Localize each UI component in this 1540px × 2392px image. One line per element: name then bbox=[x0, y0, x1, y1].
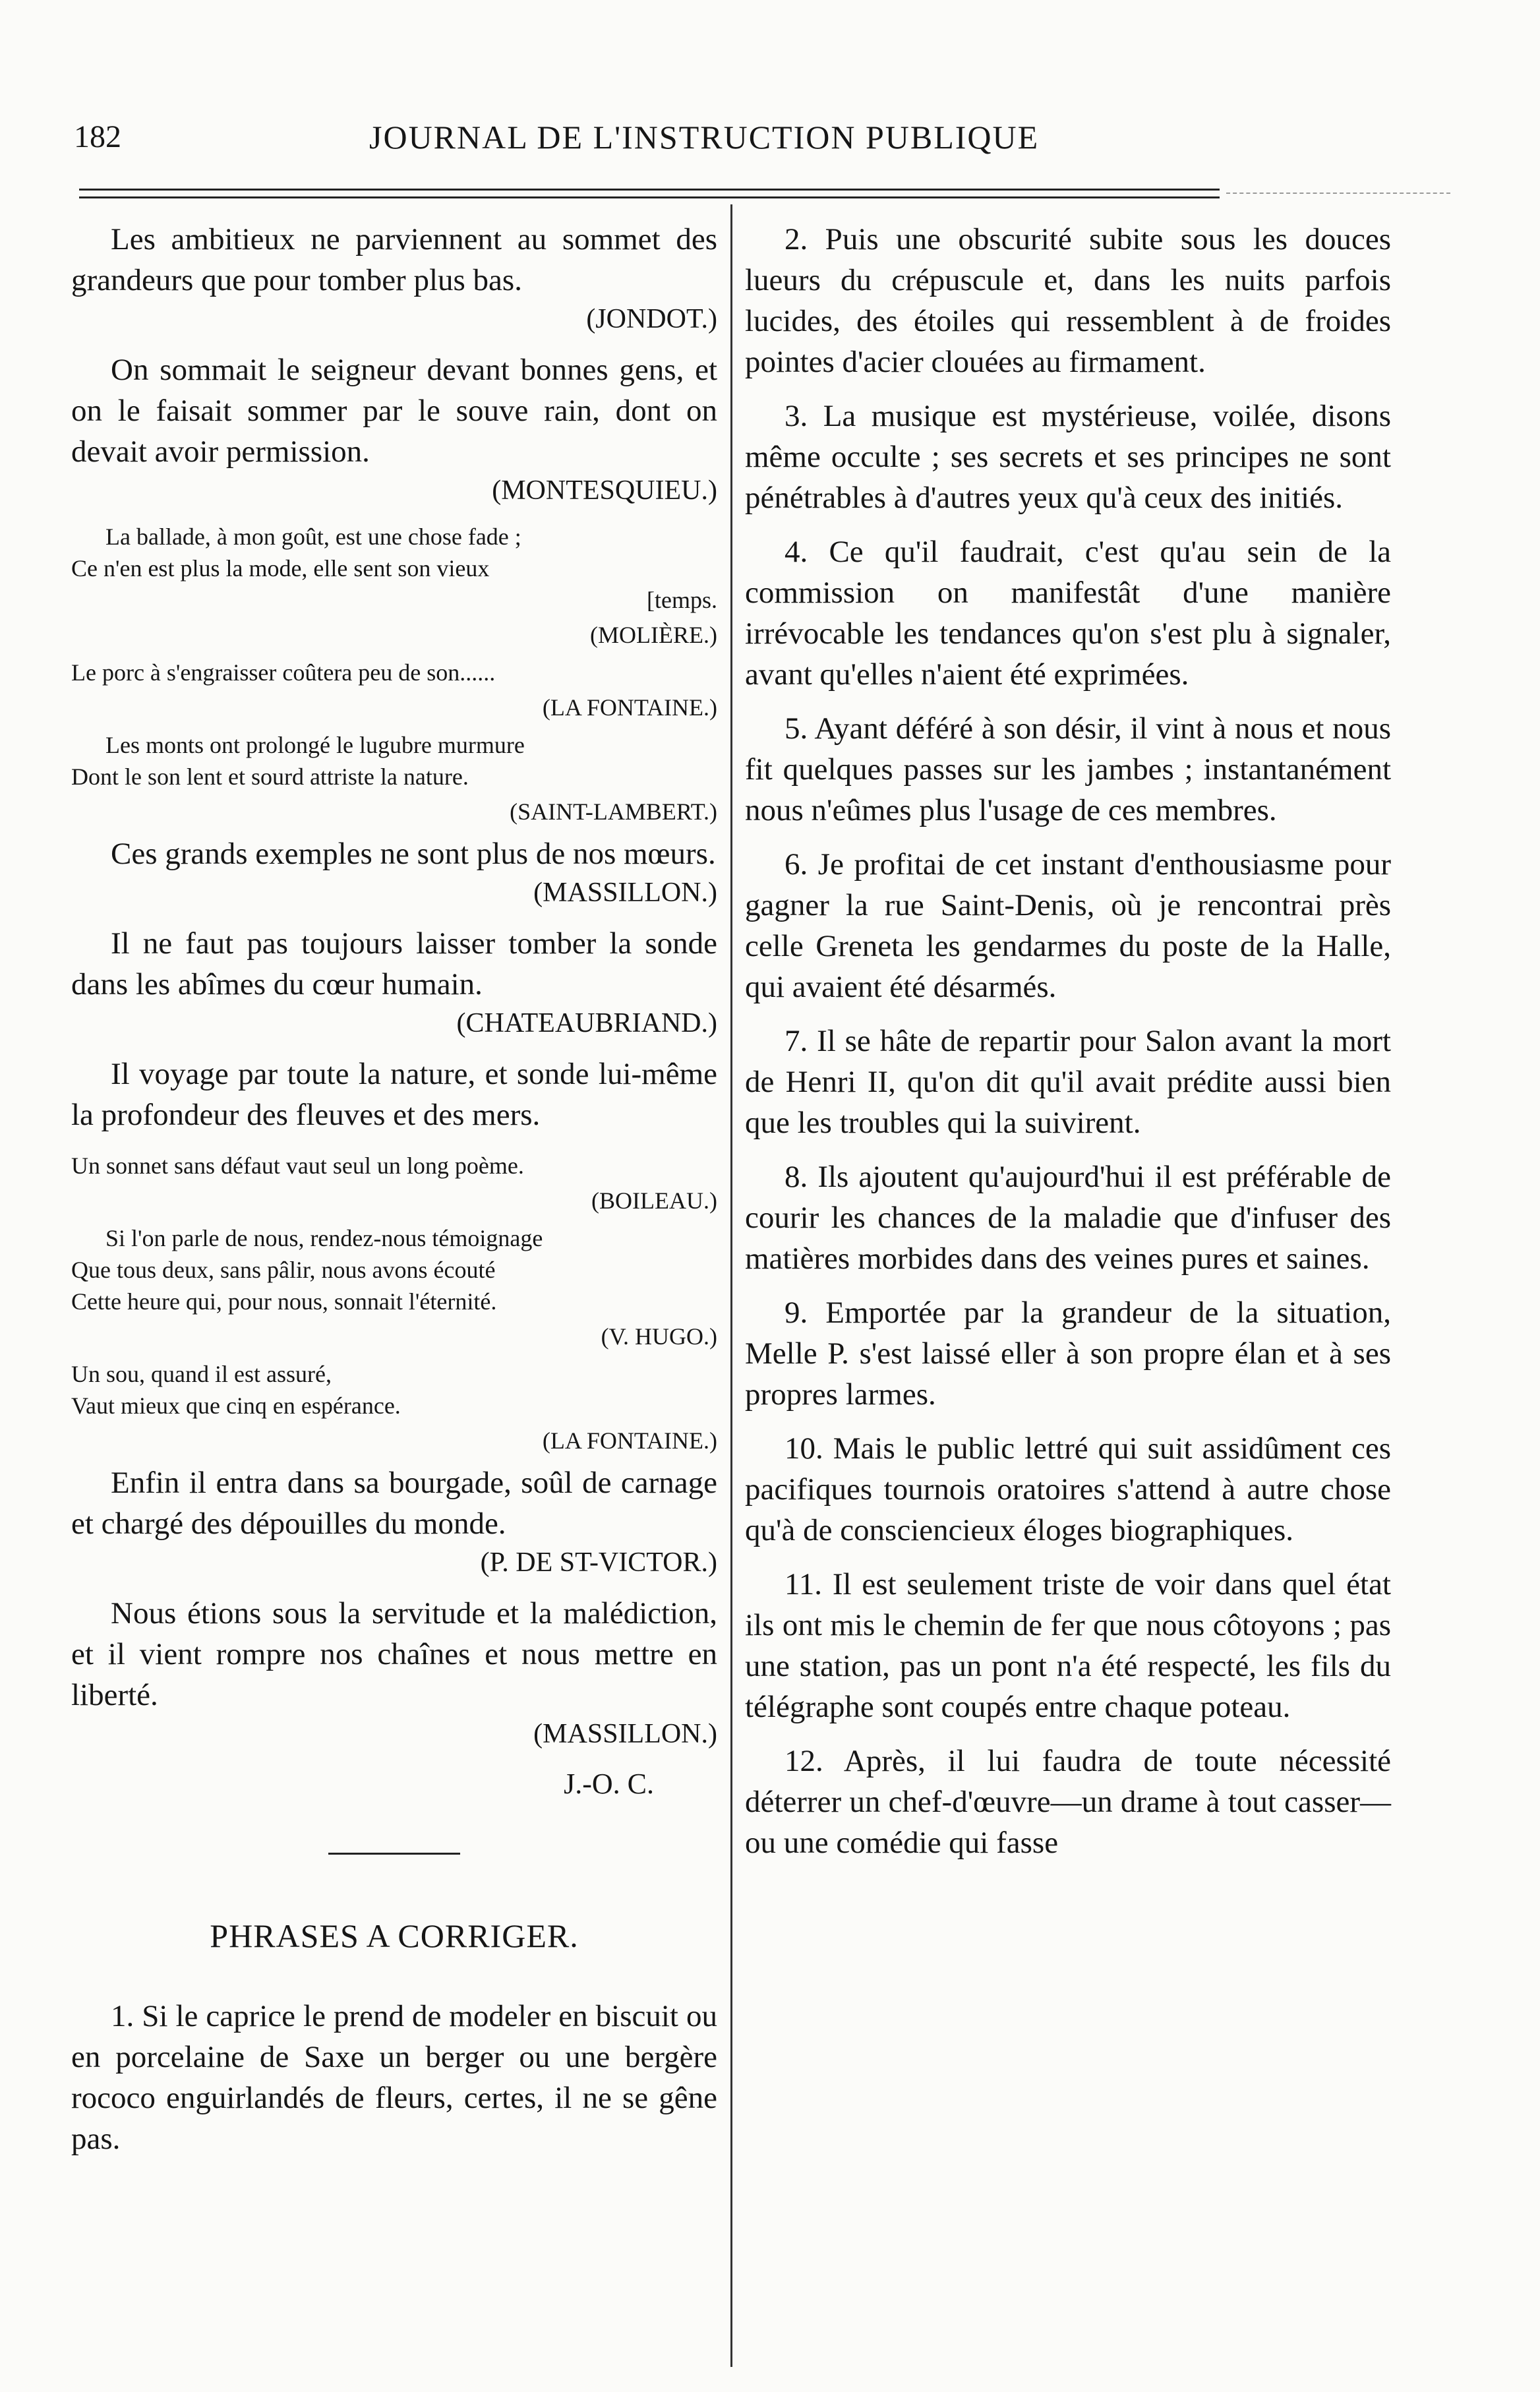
page-number: 182 bbox=[74, 119, 121, 154]
verse-line: Le porc à s'engraisser coûtera peu de son...... bbox=[71, 659, 496, 686]
verse-line: Que tous deux, sans pâlir, nous avons écouté bbox=[71, 1257, 496, 1283]
correction-item: 5. Ayant déféré à son désir, il vint à nous et nous fit quelques passes sur les jambes ; instantanément nous n'eûmes plus l'usage de ces membres. bbox=[745, 711, 1391, 827]
section-heading: PHRASES A CORRIGER. bbox=[210, 1917, 579, 1954]
verse-line: La ballade, à mon goût, est une chose fade ; bbox=[105, 523, 521, 550]
running-title: JOURNAL DE L'INSTRUCTION PUBLIQUE bbox=[369, 119, 1040, 156]
verse-line: Un sou, quand il est assuré, bbox=[71, 1361, 332, 1387]
correction-item: 2. Puis une obscurité subite sous les douces lueurs du crépuscule et, dans les nuits parfois lucides, des étoiles qui ressemblent à de froides pointes d'acier clouées au firmament. bbox=[745, 222, 1391, 379]
verse-line: Ce n'en est plus la mode, elle sent son vieux bbox=[71, 555, 490, 582]
example-paragraph: On sommait le seigneur devant bonnes gens, et on le faisait sommer par le souve rain, dont on devait avoir permission. bbox=[71, 353, 717, 469]
correction-item: 12. Après, il lui faudra de toute nécessité déterrer un chef-d'œuvre—un drame à tout casser— ou une comédie qui fasse bbox=[745, 1744, 1391, 1860]
column-separator bbox=[730, 204, 732, 2367]
verse-line: Les monts ont prolongé le lugubre murmure bbox=[105, 732, 525, 758]
attribution: (CHATEAUBRIAND.) bbox=[456, 1008, 717, 1038]
attribution: (SAINT-LAMBERT.) bbox=[510, 798, 717, 825]
verse-line: Cette heure qui, pour nous, sonnait l'éternité. bbox=[71, 1288, 497, 1315]
right-column bbox=[745, 219, 1391, 1876]
page-header bbox=[0, 117, 1540, 170]
correction-item: 8. Ils ajoutent qu'aujourd'hui il est préférable de courir les chances de la maladie que d'infuser des matières morbides dans des veines pures et saines. bbox=[745, 1160, 1391, 1276]
attribution: (BOILEAU.) bbox=[591, 1187, 717, 1214]
attribution: (JONDOT.) bbox=[586, 304, 717, 334]
left-column bbox=[71, 219, 717, 2172]
example-paragraph: Les ambitieux ne parviennent au sommet des grandeurs que pour tomber plus bas. bbox=[71, 222, 717, 297]
correction-item: 1. Si le caprice le prend de modeler en biscuit ou en porcelaine de Saxe un berger ou une bergère rococo enguirlandés de fleurs, certes, il ne se gêne pas. bbox=[71, 1999, 717, 2156]
correction-item: 6. Je profitai de cet instant d'enthousiasme pour gagner la rue Saint-Denis, où je rencontrai près celle Greneta les gendarmes du poste de la Halle, qui avaient été désarmés. bbox=[745, 847, 1391, 1004]
verse-line: Un sonnet sans défaut vaut seul un long poème. bbox=[71, 1152, 524, 1179]
attribution: (V. HUGO.) bbox=[601, 1323, 717, 1350]
example-paragraph: Ces grands exemples ne sont plus de nos mœurs. bbox=[111, 837, 716, 871]
section-divider bbox=[328, 1853, 460, 1855]
correction-item: 10. Mais le public lettré qui suit assidûment ces pacifiques tournois oratoires s'attend à autre chose qu'à de consciencieux éloges biographiques. bbox=[745, 1431, 1391, 1547]
attribution: (MOLIÈRE.) bbox=[590, 622, 717, 648]
correction-item: 3. La musique est mystérieuse, voilée, disons même occulte ; ses secrets et ses principes ne sont pénétrables à d'autres yeux qu'à ceux des initiés. bbox=[745, 399, 1391, 515]
attribution: (P. DE ST-VICTOR.) bbox=[480, 1547, 717, 1578]
verse-line: Si l'on parle de nous, rendez-nous témoignage bbox=[105, 1225, 543, 1251]
example-paragraph: Enfin il entra dans sa bourgade, soûl de carnage et chargé des dépouilles du monde. bbox=[71, 1466, 717, 1541]
attribution: (LA FONTAINE.) bbox=[542, 694, 717, 721]
correction-item: 11. Il est seulement triste de voir dans quel état ils ont mis le chemin de fer que nous côtoyons ; pas une station, pas un pont n'a été respecté, les fils du télégraphe sont coupés entre chaque poteau. bbox=[745, 1567, 1391, 1724]
verse-line: Dont le son lent et sourd attriste la nature. bbox=[71, 763, 469, 790]
attribution: (MONTESQUIEU.) bbox=[492, 475, 717, 506]
correction-item: 4. Ce qu'il faudrait, c'est qu'au sein de la commission on manifestât d'une manière irrévocable les tendances qu'on s'est plu à signaler, avant qu'elles n'aient été exprimées. bbox=[745, 535, 1391, 692]
header-rule bbox=[79, 189, 1220, 191]
header-rule-double bbox=[79, 196, 1220, 198]
correction-item: 9. Emportée par la grandeur de la situation, Melle P. s'est laissé eller à son propre élan et à ses propres larmes. bbox=[745, 1296, 1391, 1412]
attribution: (LA FONTAINE.) bbox=[542, 1427, 717, 1454]
example-paragraph: Il ne faut pas toujours laisser tomber la sonde dans les abîmes du cœur humain. bbox=[71, 926, 717, 1002]
verse-continuation: [temps. bbox=[647, 587, 717, 613]
correction-item: 7. Il se hâte de repartir pour Salon avant la mort de Henri II, qu'on dit qu'il avait prédite aussi bien que les troubles qui la suivirent. bbox=[745, 1024, 1391, 1140]
attribution: (MASSILLON.) bbox=[533, 1719, 717, 1749]
attribution: (MASSILLON.) bbox=[533, 878, 717, 908]
example-paragraph: Nous étions sous la servitude et la malédiction, et il vient rompre nos chaînes et nous mettre en liberté. bbox=[71, 1596, 717, 1712]
verse-line: Vaut mieux que cinq en espérance. bbox=[71, 1392, 401, 1419]
author-signature: J.-O. C. bbox=[564, 1768, 654, 1800]
header-rule-faint bbox=[1226, 193, 1450, 194]
example-paragraph: Il voyage par toute la nature, et sonde lui-même la profondeur des fleuves et des mers. bbox=[71, 1057, 717, 1132]
